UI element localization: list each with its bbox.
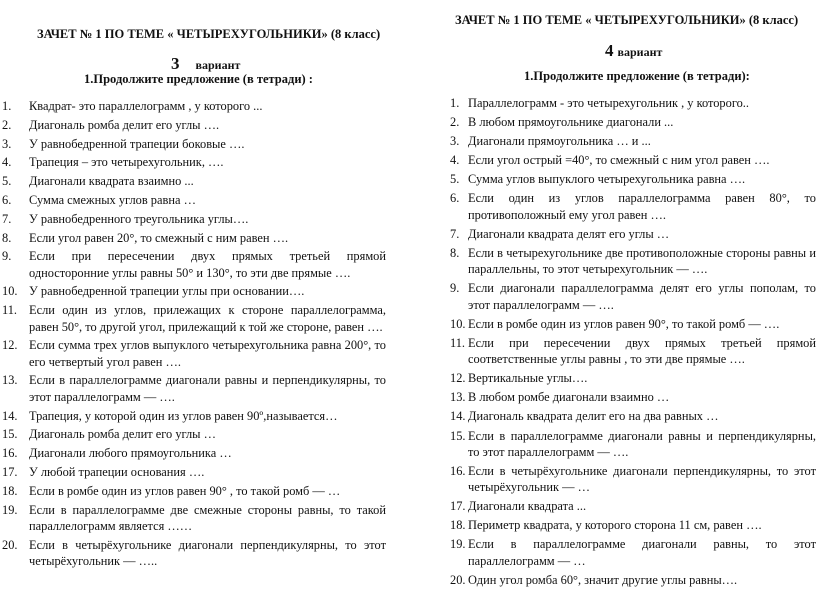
task-text: Диагональ ромба делит его углы … bbox=[29, 427, 216, 442]
task-text: Диагонали квадрата ... bbox=[468, 499, 587, 514]
task-item bbox=[0, 445, 386, 461]
task-number: 2. bbox=[450, 115, 460, 130]
task-item bbox=[0, 154, 386, 170]
task-number: 2. bbox=[2, 117, 12, 132]
task-number: 7. bbox=[450, 226, 460, 241]
task-list bbox=[440, 95, 816, 591]
task-number: 1. bbox=[450, 96, 460, 110]
task-text: Вертикальные углы…. bbox=[468, 371, 588, 386]
task-number: 5. bbox=[450, 172, 460, 187]
task-number: 17. bbox=[450, 499, 466, 514]
task-text: У равнобедренной трапеции боковые …. bbox=[29, 136, 245, 151]
variant-label: вариант bbox=[617, 45, 663, 59]
task-number: 4. bbox=[450, 153, 460, 168]
task-number: 16. bbox=[2, 446, 18, 461]
task-item bbox=[0, 283, 386, 299]
task-item bbox=[440, 245, 816, 278]
task-text: Диагонали квадрата взаимно ... bbox=[29, 174, 194, 189]
variant-number: 4 bbox=[605, 41, 614, 60]
task-item bbox=[440, 428, 816, 461]
task-number: 3. bbox=[2, 136, 12, 151]
task-item bbox=[0, 408, 386, 424]
task-number: 10. bbox=[450, 316, 466, 331]
task-text: Если в ромбе один из углов равен 90°, то такой ромб — …. bbox=[468, 316, 780, 331]
task-number: 15. bbox=[2, 427, 18, 442]
task-item bbox=[440, 316, 816, 332]
task-text: Если угол острый =40°, то смежный с ним угол равен …. bbox=[468, 153, 770, 168]
task-number: 13. bbox=[2, 373, 18, 388]
task-item bbox=[440, 95, 816, 111]
task-number: 8. bbox=[2, 230, 12, 245]
task-number: 9. bbox=[450, 281, 460, 296]
task-number: 20. bbox=[450, 572, 466, 587]
task-text: У равнобедренного треугольника углы…. bbox=[29, 211, 249, 226]
task-text: Если диагонали параллелограмма делят его углы пополам, то этот параллелограмм — …. bbox=[468, 281, 816, 312]
task-instruction: 1.Продолжите предложение (в тетради): bbox=[524, 69, 750, 83]
task-item bbox=[440, 133, 816, 149]
task-number: 11. bbox=[450, 335, 466, 350]
task-item bbox=[0, 211, 386, 227]
variant-label: вариант bbox=[195, 58, 241, 72]
task-item bbox=[440, 226, 816, 242]
task-number: 7. bbox=[2, 211, 12, 226]
task-item bbox=[0, 372, 386, 405]
task-item bbox=[440, 517, 816, 533]
task-number: 20. bbox=[2, 537, 18, 552]
task-text: Диагональ ромба делит его углы …. bbox=[29, 117, 220, 132]
task-text: Диагонали квадрата делят его углы … bbox=[468, 226, 670, 241]
task-item bbox=[0, 192, 386, 208]
task-item bbox=[440, 280, 816, 313]
task-number: 12. bbox=[450, 371, 466, 386]
task-number: 17. bbox=[2, 464, 18, 479]
task-text: Диагональ квадрата делит его на два равных … bbox=[468, 409, 719, 424]
task-item bbox=[0, 98, 386, 114]
task-text: Если угол равен 20°, то смежный с ним равен …. bbox=[29, 230, 289, 245]
task-text: Трапеция – это четырехугольник, …. bbox=[29, 155, 224, 170]
variant-heading bbox=[171, 54, 240, 74]
task-text: В любом ромбе диагонали взаимно … bbox=[468, 390, 670, 405]
task-number: 4. bbox=[2, 155, 12, 170]
test-title: ЗАЧЕТ № 1 ПО ТЕМЕ « ЧЕТЫРЕХУГОЛЬНИКИ» (8 класс) bbox=[37, 27, 381, 41]
task-number: 1. bbox=[2, 99, 12, 113]
task-number: 6. bbox=[450, 191, 460, 206]
task-number: 16. bbox=[450, 463, 466, 478]
task-text: Периметр квадрата, у которого сторона 11 см, равен …. bbox=[468, 518, 762, 533]
task-text: Один угол ромба 60°, значит другие углы равны…. bbox=[468, 572, 738, 587]
task-item bbox=[440, 171, 816, 187]
task-item bbox=[440, 190, 816, 223]
task-text: Если в параллелограмме диагонали равны, то этот параллелограмм — … bbox=[468, 537, 816, 568]
task-item bbox=[0, 136, 386, 152]
task-text: Если в четырёхугольнике диагонали перпендикулярны, то этот четырёхугольник — … bbox=[468, 463, 816, 495]
task-text: Если один из углов параллелограмма равен 80°, то противоположный ему угол равен …. bbox=[468, 191, 816, 222]
task-item bbox=[440, 389, 816, 405]
task-text: У любой трапеции основания …. bbox=[29, 464, 205, 479]
task-item bbox=[440, 335, 816, 368]
task-item bbox=[0, 248, 386, 281]
task-item bbox=[0, 337, 386, 370]
task-number: 11. bbox=[2, 303, 18, 318]
task-text: Сумма углов выпуклого четырехугольника равна …. bbox=[468, 172, 746, 187]
task-number: 14. bbox=[450, 409, 466, 424]
task-item bbox=[0, 464, 386, 480]
task-list bbox=[0, 98, 386, 572]
task-number: 19. bbox=[450, 537, 466, 552]
task-item bbox=[0, 117, 386, 133]
task-number: 6. bbox=[2, 192, 12, 207]
task-text: Если сумма трех углов выпуклого четырехугольника равна 200°, то его четвертый угол равен …. bbox=[29, 338, 386, 369]
task-number: 15. bbox=[450, 428, 466, 443]
task-item bbox=[0, 537, 386, 570]
task-text: В любом прямоугольнике диагонали ... bbox=[468, 115, 674, 130]
variant-heading bbox=[605, 41, 662, 61]
task-number: 8. bbox=[450, 245, 460, 260]
variant-number: 3 bbox=[171, 54, 180, 73]
task-item bbox=[0, 230, 386, 246]
task-item bbox=[440, 572, 816, 588]
task-item bbox=[0, 483, 386, 499]
task-text: Трапеция, у которой один из углов равен 90º,называется… bbox=[29, 408, 338, 423]
task-number: 12. bbox=[2, 338, 18, 353]
task-item bbox=[440, 463, 816, 496]
task-number: 18. bbox=[2, 483, 18, 498]
task-item bbox=[0, 426, 386, 442]
task-item bbox=[440, 408, 816, 424]
task-item bbox=[0, 302, 386, 335]
task-text: Если один из углов, прилежащих к стороне параллелограмма, равен 50°, то другой угол, прилежащий к той же стороне, равен …. bbox=[29, 303, 386, 334]
task-number: 5. bbox=[2, 174, 12, 189]
task-item bbox=[440, 370, 816, 386]
task-text: Параллелограмм - это четырехугольник , у которого.. bbox=[468, 96, 749, 110]
task-item bbox=[0, 173, 386, 189]
task-item bbox=[0, 502, 386, 535]
task-item bbox=[440, 152, 816, 168]
task-text: У равнобедренной трапеции углы при основании…. bbox=[29, 284, 305, 299]
task-text: Сумма смежных углов равна … bbox=[29, 192, 196, 207]
task-item bbox=[440, 536, 816, 569]
test-title: ЗАЧЕТ № 1 ПО ТЕМЕ « ЧЕТЫРЕХУГОЛЬНИКИ» (8 класс) bbox=[455, 13, 799, 27]
task-text: Диагонали любого прямоугольника … bbox=[29, 446, 232, 461]
task-text: Если при пересечении двух прямых третьей прямой односторонние углы равны 50° и 130°, то эти две прямые …. bbox=[29, 249, 386, 280]
task-number: 10. bbox=[2, 284, 18, 299]
task-text: Если в параллелограмме диагонали равны и перпендикулярны, то этот параллелограмм — …. bbox=[468, 428, 816, 459]
task-item bbox=[440, 114, 816, 130]
task-text: Если в параллелограмме две смежные стороны равны, то такой параллелограмм является …… bbox=[29, 502, 386, 533]
task-number: 9. bbox=[2, 249, 12, 264]
task-text: Если в четырехугольнике две противоположные стороны равны и параллельны, то этот четырехугольник — …. bbox=[468, 245, 816, 277]
task-number: 13. bbox=[450, 390, 466, 405]
task-text: Если в параллелограмме диагонали равны и перпендикулярны, то этот параллелограмм — …. bbox=[29, 373, 386, 404]
task-number: 14. bbox=[2, 408, 18, 423]
task-number: 19. bbox=[2, 502, 18, 517]
task-instruction: 1.Продолжите предложение (в тетради) : bbox=[84, 72, 313, 86]
task-text: Если при пересечении двух прямых третьей прямой соответственные углы равны , то эти две прямые …. bbox=[468, 335, 816, 367]
task-number: 18. bbox=[450, 518, 466, 533]
task-text: Квадрат- это параллелограмм , у которого ... bbox=[29, 99, 263, 113]
task-item bbox=[440, 498, 816, 514]
task-text: Если в ромбе один из углов равен 90° , то такой ромб — … bbox=[29, 483, 341, 498]
task-text: Диагонали прямоугольника … и ... bbox=[468, 134, 651, 149]
task-number: 3. bbox=[450, 134, 460, 149]
task-text: Если в четырёхугольнике диагонали перпендикулярны, то этот четырёхугольник — ….. bbox=[29, 537, 386, 568]
